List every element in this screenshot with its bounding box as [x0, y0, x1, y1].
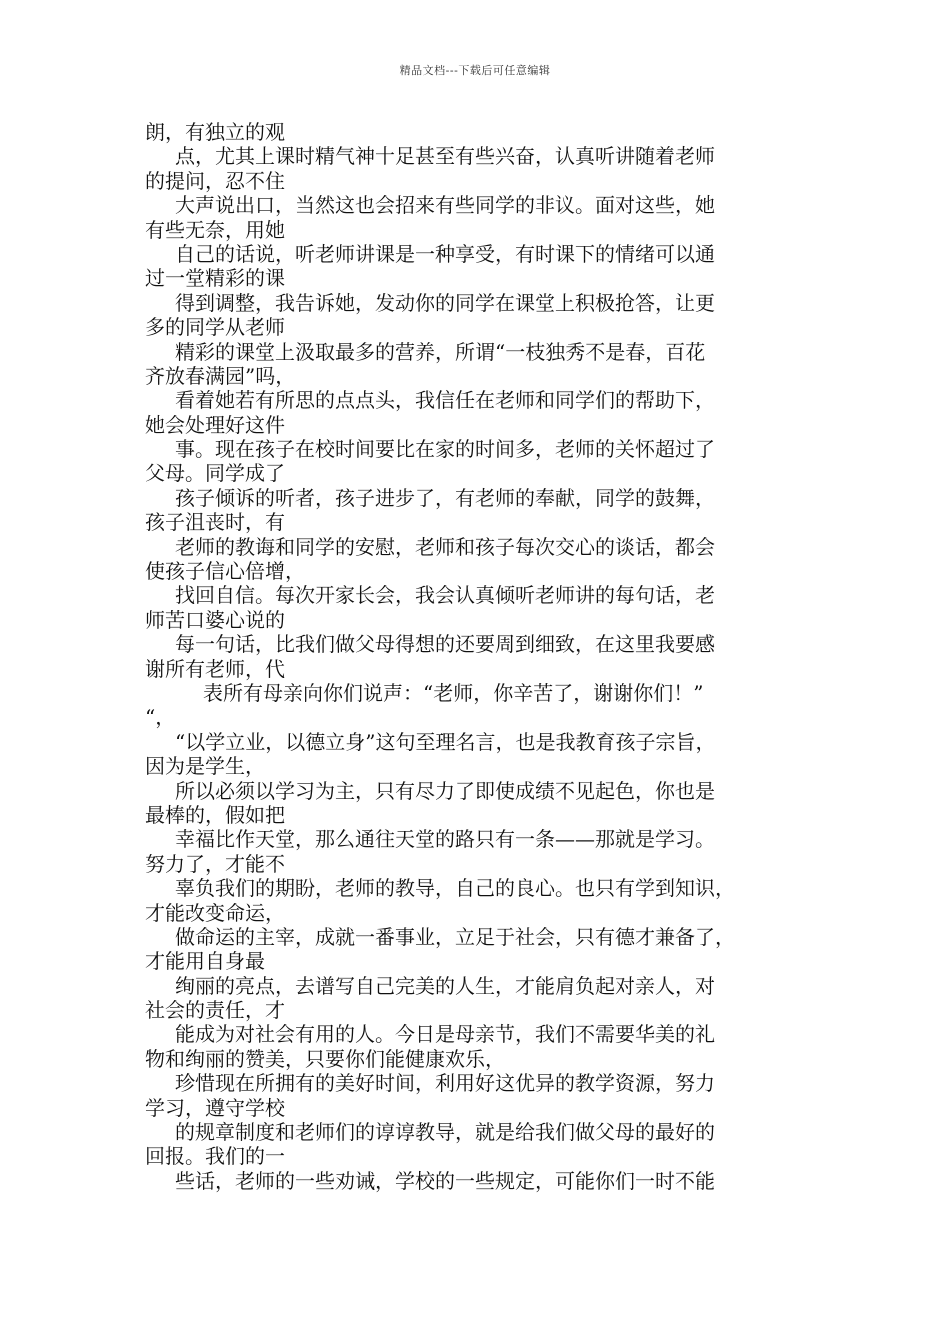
text-line: 师苦口婆心说的	[145, 607, 285, 632]
text-line: 孩子倾诉的听者，孩子进步了，有老师的奉献，同学的鼓舞，	[175, 485, 715, 510]
text-line: 表所有母亲向你们说声：“老师，你辛苦了，谢谢你们！”	[203, 680, 704, 705]
text-line: 绚丽的亮点，去谱写自己完美的人生，才能肩负起对亲人，对	[175, 973, 715, 998]
text-line: 最棒的，假如把	[145, 802, 285, 827]
text-line: 才能用自身最	[145, 949, 265, 974]
text-line: 回报。我们的一	[145, 1144, 285, 1169]
text-line: 孩子沮丧时，有	[145, 510, 285, 535]
text-line: 的提问，忍不住	[145, 168, 285, 193]
text-line: 有些无奈，用她	[145, 217, 285, 242]
text-line: 因为是学生，	[145, 754, 265, 779]
text-line: 齐放春满园”吗，	[145, 363, 296, 388]
text-line: 辜负我们的期盼，老师的教导，自己的良心。也只有学到知识，	[175, 876, 735, 901]
text-line: 学习，遵守学校	[145, 1095, 285, 1120]
text-line: 幸福比作天堂，那么通往天堂的路只有一条——那就是学习。	[175, 827, 715, 852]
text-line: 老师的教诲和同学的安慰，老师和孩子每次交心的谈话，都会	[175, 534, 715, 559]
text-line: 珍惜现在所拥有的美好时间，利用好这优异的教学资源，努力	[175, 1071, 715, 1096]
text-line: 朗，有独立的观	[145, 120, 285, 144]
text-line: 能成为对社会有用的人。今日是母亲节，我们不需要华美的礼	[175, 1022, 715, 1047]
text-line: 社会的责任，才	[145, 998, 285, 1023]
text-line: 找回自信。每次开家长会，我会认真倾听老师讲的每句话，老	[175, 583, 715, 608]
text-line: 所以必须以学习为主，只有尽力了即使成绩不见起色，你也是	[175, 778, 715, 803]
text-line: 看着她若有所思的点点头，我信任在老师和同学们的帮助下，	[175, 388, 715, 413]
text-line: 每一句话，比我们做父母得想的还要周到细致，在这里我要感	[175, 632, 715, 657]
document-body	[145, 120, 835, 1193]
text-line: 努力了，才能不	[145, 851, 285, 876]
text-line: 使孩子信心倍增，	[145, 559, 305, 584]
page-header: 精品文档---下载后可任意编辑	[399, 64, 551, 77]
text-line: 的规章制度和老师们的谆谆教导，就是给我们做父母的最好的	[175, 1120, 715, 1145]
text-line: 些话，老师的一些劝诫，学校的一些规定，可能你们一时不能	[175, 1168, 715, 1193]
text-line: 才能改变命运，	[145, 900, 285, 925]
text-line: 大声说出口，当然这也会招来有些同学的非议。面对这些，她	[175, 193, 715, 218]
text-line: 多的同学从老师	[145, 315, 285, 340]
text-line: 自己的话说，听老师讲课是一种享受，有时课下的情绪可以通	[175, 241, 715, 266]
text-line: “，	[145, 705, 176, 730]
text-line: 物和绚丽的赞美，只要你们能健康欢乐，	[145, 1046, 505, 1071]
text-line: 她会处理好这件	[145, 412, 285, 437]
text-line: 做命运的主宰，成就一番事业，立足于社会，只有德才兼备了，	[175, 924, 735, 949]
text-line: 过一堂精彩的课	[145, 266, 285, 291]
text-line: 得到调整，我告诉她，发动你的同学在课堂上积极抢答，让更	[175, 290, 715, 315]
text-line: 点，尤其上课时精气神十足甚至有些兴奋，认真听讲随着老师	[175, 144, 715, 169]
text-line: 精彩的课堂上汲取最多的营养，所谓“一枝独秀不是春，百花	[175, 339, 706, 364]
text-line: 谢所有老师，代	[145, 656, 285, 681]
text-line: 事。现在孩子在校时间要比在家的时间多，老师的关怀超过了	[175, 437, 715, 462]
text-line: “以学立业，以德立身”这句至理名言，也是我教育孩子宗旨，	[175, 729, 716, 754]
text-line: 父母。同学成了	[145, 461, 285, 486]
